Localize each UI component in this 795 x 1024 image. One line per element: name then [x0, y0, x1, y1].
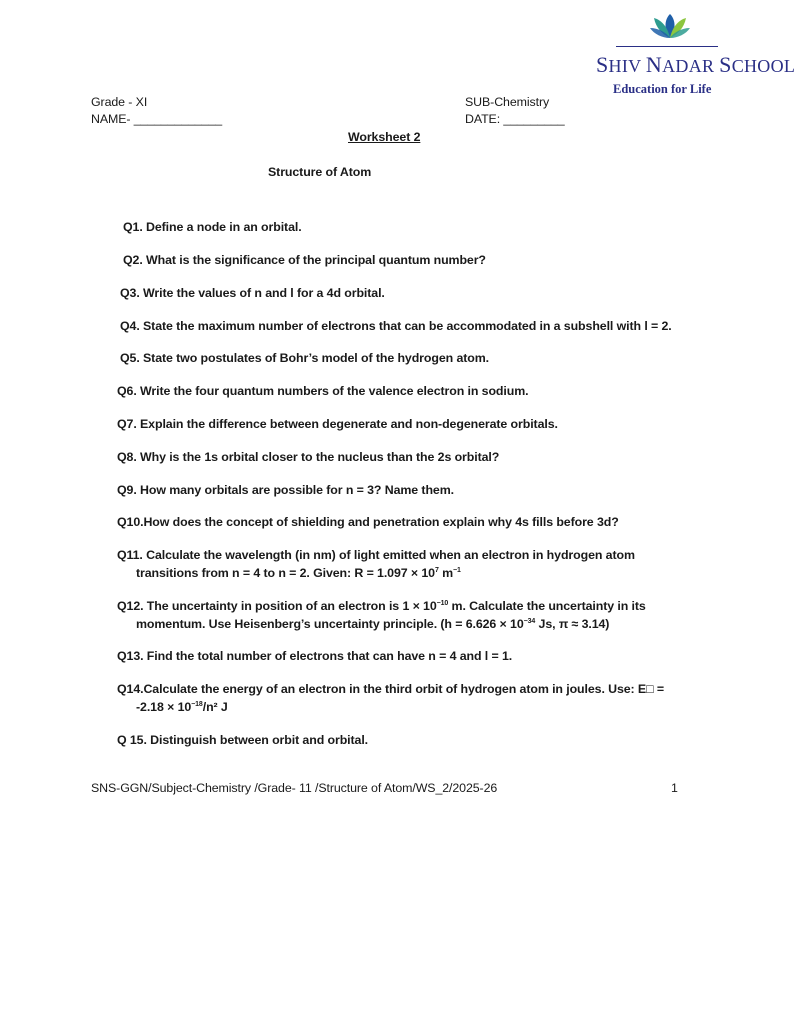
- question-9: Q9. How many orbitals are possible for n = 3? Name them.: [117, 483, 454, 497]
- question-7: Q7. Explain the difference between degenerate and non-degenerate orbitals.: [117, 417, 558, 431]
- question-13: Q13. Find the total number of electrons that can have n = 4 and l = 1.: [117, 649, 513, 663]
- question-1: Q1. Define a node in an orbital.: [123, 220, 302, 234]
- question-14-line-1: Q14.Calculate the energy of an electron in the third orbit of hydrogen atom in joules. Use: E□ =: [117, 682, 664, 696]
- subject-label: SUB-Chemistry: [465, 95, 550, 109]
- question-3: Q3. Write the values of n and l for a 4d orbital.: [120, 286, 385, 300]
- worksheet-title: Worksheet 2: [348, 130, 421, 144]
- logo-divider: [616, 46, 718, 47]
- topic-title: Structure of Atom: [268, 165, 372, 179]
- page-number: 1: [671, 781, 678, 795]
- question-12-line-2: momentum. Use Heisenberg’s uncertainty principle. ($h = 6.626 \times 10^{-34}$ Js, π ≈ 3.14): [136, 617, 610, 631]
- question-2: Q2. What is the significance of the principal quantum number?: [123, 253, 486, 267]
- question-6: Q6. Write the four quantum numbers of the valence electron in sodium.: [117, 384, 529, 398]
- grade-label: Grade - XI: [91, 95, 148, 109]
- date-field: DATE: _________: [465, 112, 565, 126]
- school-tagline: Education for Life: [613, 82, 712, 96]
- question-15: Q 15. Distinguish between orbit and orbital.: [117, 733, 369, 747]
- question-11-line-2: transitions from n = 4 to n = 2. Given: $R = 1.097 \times 10^7$ $m^{-1}$: [136, 566, 461, 580]
- school-name: SHIV NADAR SCHOOL: [596, 52, 795, 77]
- question-5: Q5. State two postulates of Bohr’s model of the hydrogen atom.: [120, 351, 489, 365]
- footer-code: SNS-GGN/Subject-Chemistry /Grade- 11 /Structure of Atom/WS_2/2025-26: [91, 781, 498, 795]
- question-8: Q8. Why is the 1s orbital closer to the nucleus than the 2s orbital?: [117, 450, 500, 464]
- name-field: NAME- _____________: [91, 112, 223, 126]
- lotus-icon: [648, 10, 692, 42]
- school-logo: [592, 10, 795, 100]
- question-10: Q10.How does the concept of shielding and penetration explain why 4s fills before 3d?: [117, 515, 619, 529]
- question-4: Q4. State the maximum number of electrons that can be accommodated in a subshell with l = 2.: [120, 319, 672, 333]
- question-11-line-1: Q11. Calculate the wavelength (in nm) of light emitted when an electron in hydrogen atom: [117, 548, 635, 562]
- question-14-line-2: $-2.18 \times 10^{-18}/n^2$ J: [136, 700, 228, 714]
- question-12-line-1: Q12. The uncertainty in position of an electron is $1 \times 10^{-10}$ m. Calculate the uncertainty in its: [117, 599, 646, 613]
